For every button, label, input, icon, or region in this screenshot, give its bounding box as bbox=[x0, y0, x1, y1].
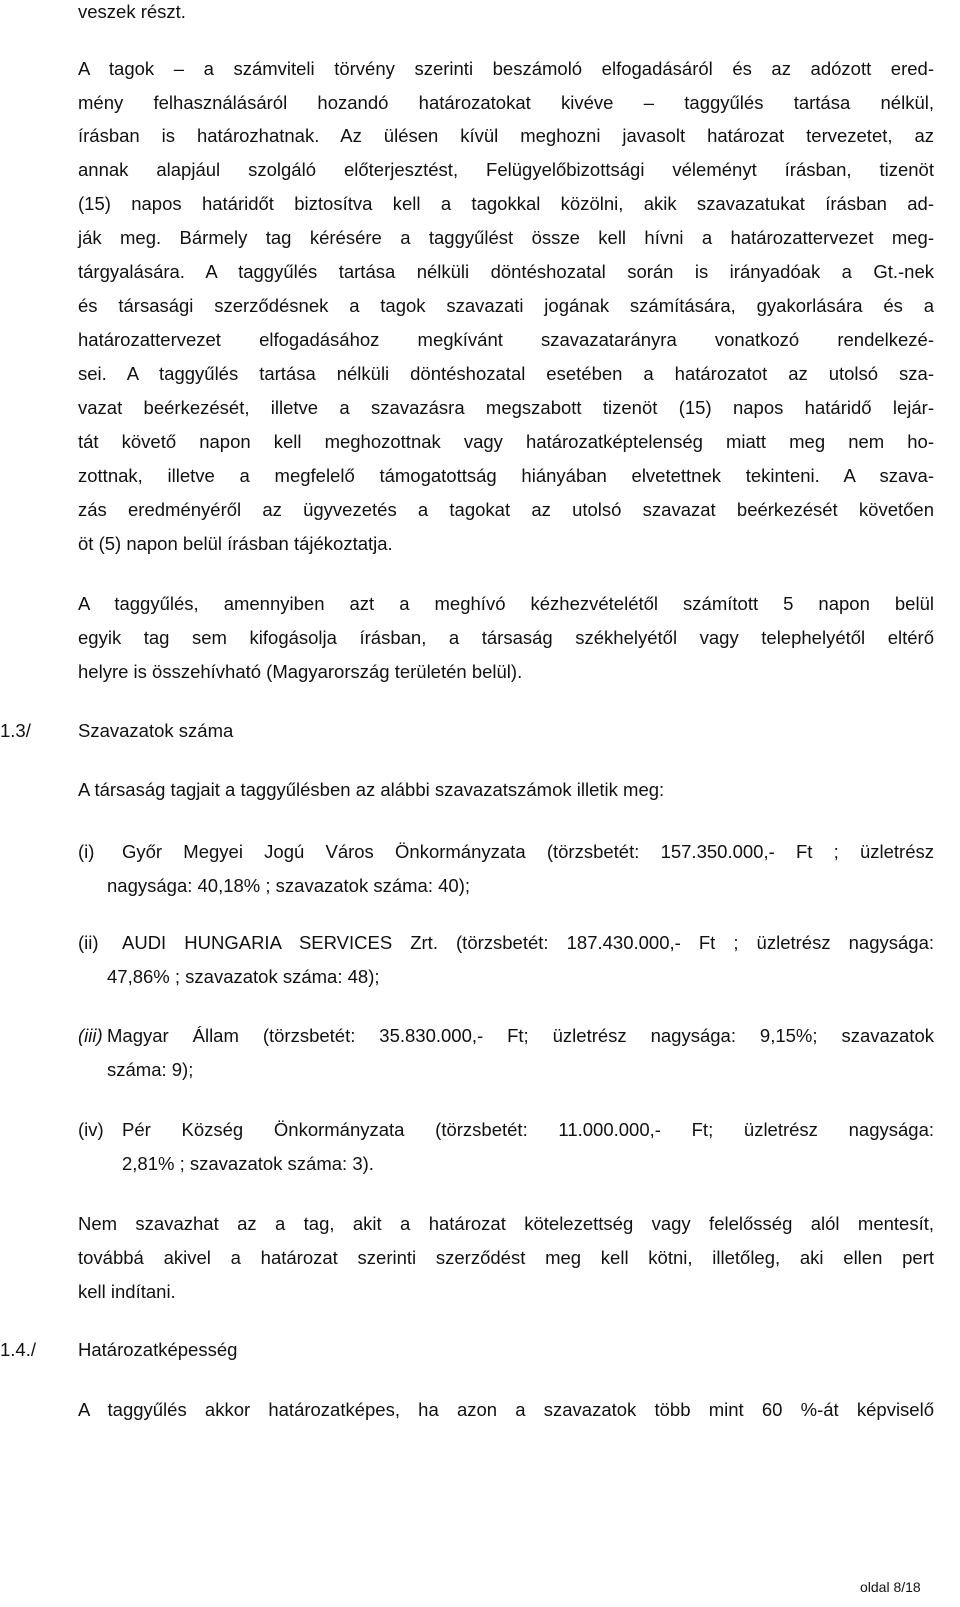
paragraph-line: Nem szavazhat az a tag, akit a határozat kötelezettség vagy felelősség alól mentesít, bbox=[78, 1213, 934, 1234]
paragraph-line: ják meg. Bármely tag kérésére a taggyűlést össze kell hívni a határozattervezet meg- bbox=[78, 227, 934, 248]
section-title: Szavazatok száma bbox=[78, 720, 234, 741]
list-marker: (iv) bbox=[78, 1119, 104, 1140]
paragraph-line: tárgyalására. A taggyűlés tartása nélküli döntéshozatal során is irányadóak a Gt.-nek bbox=[78, 261, 934, 282]
list-marker: (iii) bbox=[78, 1025, 103, 1046]
paragraph-line: egyik tag sem kifogásolja írásban, a társaság székhelyétől vagy telephelyétől eltérő bbox=[78, 627, 934, 648]
paragraph-line: írásban is határozhatnak. Az ülésen kívül meghozni javasolt határozat tervezetet, az bbox=[78, 125, 934, 146]
list-item-line: Pér Község Önkormányzata (törzsbetét: 11.000.000,- Ft; üzletrész nagysága: bbox=[122, 1119, 934, 1140]
list-item-line: AUDI HUNGARIA SERVICES Zrt. (törzsbetét: 187.430.000,- Ft ; üzletrész nagysága: bbox=[122, 932, 934, 953]
list-item-line: Győr Megyei Jogú Város Önkormányzata (törzsbetét: 157.350.000,- Ft ; üzletrész bbox=[122, 841, 934, 862]
paragraph-line: és társasági szerződésnek a tagok szavazati jogának számítására, gyakorlására és a bbox=[78, 295, 934, 316]
paragraph-line: annak alapjául szolgáló előterjesztést, Felügyelőbizottsági véleményt írásban, tizenöt bbox=[78, 159, 934, 180]
section-number: 1.4./ bbox=[0, 1339, 36, 1360]
paragraph-line: továbbá akivel a határozat szerinti szerződést meg kell kötni, illetőleg, aki ellen pert bbox=[78, 1247, 934, 1268]
list-marker: (i) bbox=[78, 841, 95, 862]
paragraph-line: A taggyűlés, amennyiben azt a meghívó kézhezvételétől számított 5 napon belül bbox=[78, 593, 934, 614]
list-item-line: 47,86% ; szavazatok száma: 48); bbox=[107, 966, 380, 987]
paragraph-line: határozattervezet elfogadásához megkívánt szavazatarányra vonatkozó rendelkezé- bbox=[78, 329, 934, 350]
list-marker: (ii) bbox=[78, 932, 99, 953]
paragraph-line: zottnak, illetve a megfelelő támogatottság hiányában elvetettnek tekinteni. A szava- bbox=[78, 465, 934, 486]
section-number: 1.3/ bbox=[0, 720, 31, 741]
list-item-line: Magyar Állam (törzsbetét: 35.830.000,- Ft; üzletrész nagysága: 9,15%; szavazatok bbox=[107, 1025, 934, 1046]
list-item-line: 2,81% ; szavazatok száma: 3). bbox=[122, 1153, 374, 1174]
paragraph-line: mény felhasználásáról hozandó határozatokat kivéve – taggyűlés tartása nélkül, bbox=[78, 92, 934, 113]
paragraph-line: sei. A taggyűlés tartása nélküli döntéshozatal esetében a határozatot az utolsó sza- bbox=[78, 363, 934, 384]
section-intro: A társaság tagjait a taggyűlésben az alábbi szavazatszámok illetik meg: bbox=[78, 779, 665, 800]
paragraph-line: veszek részt. bbox=[78, 1, 186, 22]
page-number: oldal 8/18 bbox=[860, 1579, 921, 1595]
paragraph-line: kell indítani. bbox=[78, 1281, 176, 1302]
paragraph-line: A taggyűlés akkor határozatképes, ha azon a szavazatok több mint 60 %-át képviselő bbox=[78, 1399, 934, 1420]
paragraph-line: (15) napos határidőt biztosítva kell a tagokkal közölni, akik szavazatukat írásban ad- bbox=[78, 193, 934, 214]
list-item-line: száma: 9); bbox=[107, 1059, 194, 1080]
list-item-line: nagysága: 40,18% ; szavazatok száma: 40); bbox=[107, 875, 471, 896]
paragraph-line: A tagok – a számviteli törvény szerinti beszámoló elfogadásáról és az adózott ered- bbox=[78, 58, 934, 79]
paragraph-line: helyre is összehívható (Magyarország területén belül). bbox=[78, 661, 523, 682]
paragraph-line: vazat beérkezését, illetve a szavazásra megszabott tizenöt (15) napos határidő lejár- bbox=[78, 397, 934, 418]
paragraph-line: öt (5) napon belül írásban tájékoztatja. bbox=[78, 533, 393, 554]
section-title: Határozatképesség bbox=[78, 1339, 238, 1360]
paragraph-line: zás eredményéről az ügyvezetés a tagokat az utolsó szavazat beérkezését követően bbox=[78, 499, 934, 520]
paragraph-line: tát követő napon kell meghozottnak vagy határozatképtelenség miatt meg nem ho- bbox=[78, 431, 934, 452]
